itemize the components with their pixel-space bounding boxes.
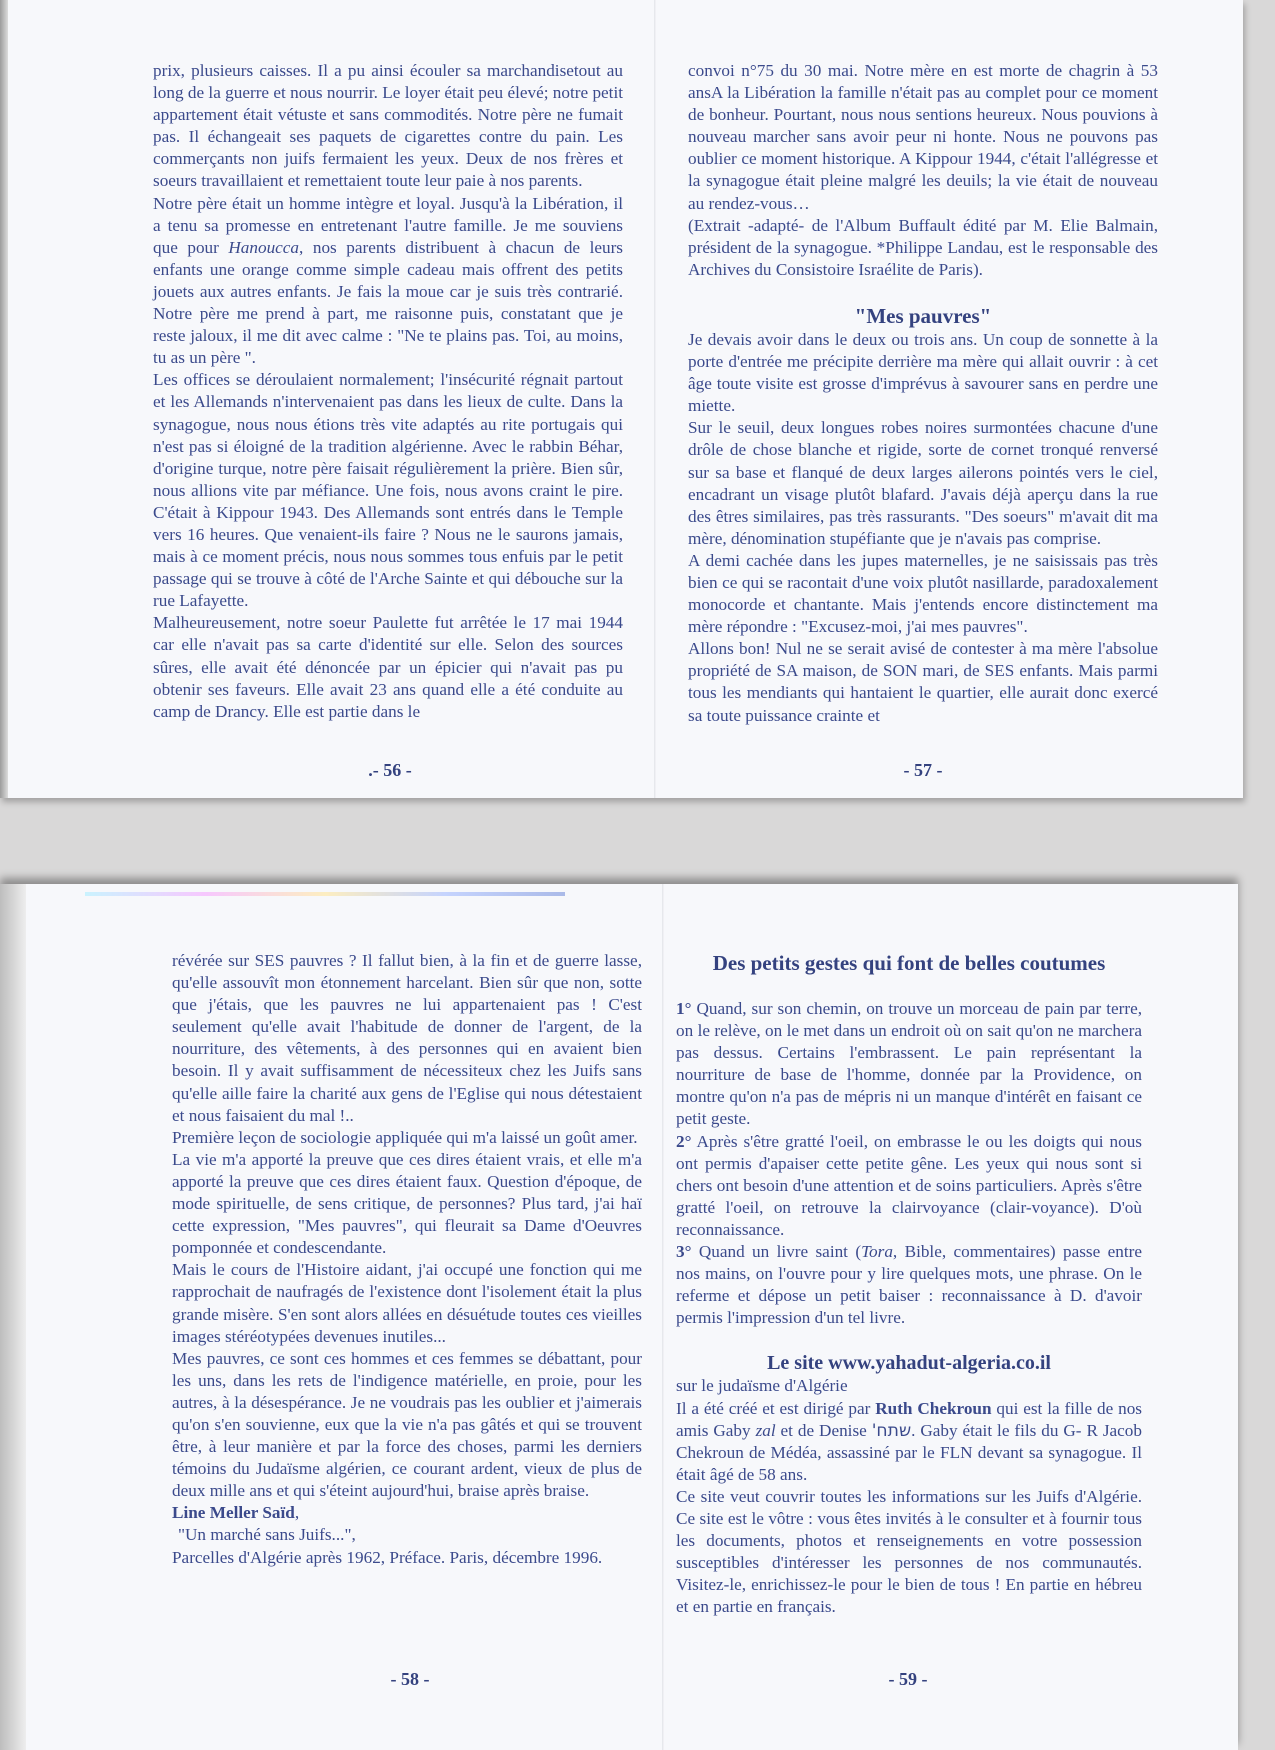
page-59-body	[676, 950, 1142, 1618]
page-number: .- 56 -	[368, 760, 412, 780]
text: , nos parents distribuent à chacun de leurs enfants une orange comme simple cadeau mais offrent des petits jouets aux autres enfants. Je fais la moue car je suis très contrarié. Notre père me prend à part, me raisonne puis, constatant que je reste jaloux, il me dit avec calme : "Ne te plains pas. Toi, au moins, tu as un père ".	[153, 237, 623, 368]
paragraph: Mais le cours de l'Histoire aidant, j'ai occupé une fonction qui me rapprochait de naufragés de l'existence dont l'isolement était la plus grande misère. S'en sont alors allées en désuétude toutes ces vieilles images stéréotypées devenues inutiles...	[172, 1260, 642, 1346]
item-text: , Bible, commentaires) passe entre nos mains, on l'ouvre pour y lire quelques mots, une phrase. On le referme et dépose un petit baiser : reconnaissance à D. d'avoir permis l'impression d'un tel livre.	[676, 1242, 1142, 1328]
item-number: 1°	[676, 999, 692, 1018]
paragraph: Première leçon de sociologie appliquée qui m'a laissé un goût amer.	[172, 1127, 638, 1147]
text: et de Denise	[775, 1420, 872, 1440]
paragraph: Sur le seuil, deux longues robes noires surmontées chacune d'une drôle de chose blanche et rigide, sorte de cornet tronqué renversé sur sa base et flanqué de deux larges ailerons pointés vers le ciel, encadrant un visage plutôt blafard. J'avais déjà aperçu dans la rue des êtres similaires, pas très rassurants. "Des soeurs" m'avait dit ma mère, dénomination stupéfiante que je n'avais pas comprise.	[688, 418, 1158, 548]
spread-pages-56-57	[0, 0, 1243, 798]
paragraph: Malheureusement, notre soeur Paulette fut arrêtée le 17 mai 1944 car elle n'avait pas sa carte d'identité sur elle. Selon des sources sûres, elle avait été dénoncée par un épicier qui n'avait pas pu obtenir ses faveurs. Elle avait 23 ans quand elle a été conduite au camp de Drancy. Elle est partie dans le	[153, 613, 623, 721]
page-edge	[0, 0, 8, 798]
text: . Gaby était le fils du G- R Jacob Chekroun de Médéa, assassiné par le FLN devant sa synagogue. Il était âgé de 58 ans.	[676, 1420, 1142, 1484]
paragraph: Les offices se déroulaient normalement; l'insécurité régnait partout et les Allemands n'intervenaient pas dans les lieux de culte. Dans la synagogue, nous nous étions très vite adaptés au rite portugais qui n'est pas si éloigné de la tradition algérienne. Avec le rabbin Béhar, d'origine turque, notre père faisait régulièrement la prière. Bien sûr, nous allions vite par méfiance. Une fois, nous avons craint le pire. C'était à Kippour 1943. Des Allemands sont entrés dans le Temple vers 16 heures. Que venaient-ils faire ? Nous ne le saurons jamais, mais à ce moment précis, nous nous sommes tous enfuis par le petit passage qui se trouve à côté de l'Arche Sainte et qui débouche sur la rue Lafayette.	[153, 370, 623, 611]
paragraph	[676, 1398, 1142, 1486]
page-56-body	[153, 60, 623, 723]
source-detail: Parcelles d'Algérie après 1962, Préface. Paris, décembre 1996.	[172, 1547, 603, 1567]
section-heading: Le site www.yahadut-algeria.co.il	[767, 1352, 1051, 1375]
italic-term: Hanoucca	[228, 237, 300, 257]
text: Notre père était un homme intègre et loyal. Jusqu'à la Libération, il a tenu sa promesse en entretenant l'autre famille. Je me souviens que pour	[153, 193, 623, 257]
section-heading: "Mes pauvres"	[854, 303, 992, 328]
section-subheading: sur le judaïsme d'Algérie	[676, 1376, 848, 1396]
list-item	[676, 1131, 1142, 1241]
gutter	[654, 0, 656, 798]
paragraph: Allons bon! Nul ne se serait avisé de contester à ma mère l'absolue propriété de SA maison, de SON mari, de SES enfants. Mais parmi tous les mendiants qui hantaient le quartier, elle aurait donc exercé sa toute puissance crainte et	[688, 639, 1158, 725]
item-text: Quand, sur son chemin, on trouve un morceau de pain par terre, on le relève, on le met dans un endroit où on sait qu'on ne marchera pas dessus. Certains l'embrassent. Le pain représentant la nourriture de base de l'homme, donnée par la Providence, on montre qu'on n'a pas de mépris ni un manque d'intérêt en faisant ce petit geste.	[676, 999, 1142, 1129]
item-text: Après s'être gratté l'oeil, on embrasse le ou les doigts qui nous ont permis d'apaiser cette petite gêne. Les yeux qui nous sont si chers ont besoin d'une attention et de soins particuliers. Après s'être gratté l'oeil, on retrouve la clairvoyance (clair-voyance). D'où reconnaissance.	[676, 1131, 1142, 1239]
italic-term: Tora	[861, 1242, 893, 1262]
gutter	[662, 884, 664, 1750]
spread-pages-58-59	[0, 884, 1238, 1750]
source-title: "Un marché sans Juifs...",	[178, 1525, 356, 1545]
page-58-body	[172, 950, 642, 1569]
page-57-body	[688, 60, 1158, 727]
page-number: - 59 -	[888, 1669, 928, 1689]
item-number: 3°	[676, 1242, 692, 1262]
paragraph: Ce site veut couvrir toutes les informations sur les Juifs d'Algérie. Ce site est le vôtre : vous êtes invités à le consulter et à fournir tous les documents, photos et renseignements en votre possession susceptibles d'intéresser les personnes de nos communautés. Visitez-le, enrichissez-le pour le bien de tous ! En partie en hébreu et en partie en français.	[676, 1486, 1142, 1617]
page-edge	[0, 884, 26, 1750]
author-name: Line Meller Saïd	[172, 1503, 295, 1523]
paragraph: Je devais avoir dans le deux ou trois ans. Un coup de sonnette à la porte d'entrée me précipite derrière ma mère qui allait ouvrir : à cet âge toute visite est grosse d'imprévus à savourer sans en perdre une miette.	[688, 329, 1158, 416]
italic-term: zal	[755, 1420, 776, 1440]
page-number: - 58 -	[390, 1669, 430, 1689]
list-item	[676, 1241, 1142, 1329]
paragraph: convoi n°75 du 30 mai. Notre mère en est morte de chagrin à 53 ansA la Libération la famille n'était pas au complet pour ce moment de bonheur. Pourtant, nous nous sentions heureux. Nous pouvions à nouveau marcher sans avoir peur ni honte. Nous ne pouvons pas oublier ce moment historique. A Kippour 1944, c'était l'allégresse et la synagogue était pleine malgré les deuils; la vie était de nouveau au rendez-vous…	[688, 61, 1158, 213]
author-signature	[172, 1502, 642, 1524]
page-number: - 57 -	[903, 760, 943, 780]
paragraph: Mes pauvres, ce sont ces hommes et ces femmes se débattant, pour les uns, dans les rets de l'indigence matérielle, en proie, pour les autres, à la désespérance. Je ne voudrais pas les oublier et j'aimerais qu'on s'en souvienne, eux que la vie n'a pas gâtés et qui se trouvent être, à leur manière et par la force des choses, parmi les derniers témoins du Judaïsme algérien, ce courant ardent, vieux de plus de deux mille ans et qui s'éteint aujourd'hui, braise après braise.	[172, 1348, 642, 1501]
paragraph: révérée sur SES pauvres ? Il fallut bien, à la fin et de guerre lasse, qu'elle assouvît mon étonnement harcelant. Bien sûr que non, sotte que j'étais, que les pauvres ne lui appartenaient pas ! C'est seulement qu'elle avait l'habitude de donner de l'argent, de la nourriture, des vêtements, à des personnes qui en avaient bien besoin. Il y avait suffisamment de nécessiteux chez les Juifs sans qu'elle aille faire la charité aux gens de l'Eglise qui nous détestaient et nous faisaient du mal !..	[172, 951, 642, 1125]
paragraph: A demi cachée dans les jupes maternelles, je ne saisissais pas très bien ce qui se racontait d'une voix plutôt nasillarde, paradoxalement monocorde et chantante. Mais j'entends encore distinctement ma mère répondre : "Excusez-moi, j'ai mes pauvres".	[688, 550, 1158, 637]
paragraph: prix, plusieurs caisses. Il a pu ainsi écouler sa marchandisetout au long de la guerre et nous nourrir. Le loyer était peu élevé; notre petit appartement était vétuste et sans commodités. Notre père ne fumait pas. Il échangeait ses paquets de cigarettes contre du pain. Les commerçants non juifs fermaient les yeux. Deux de nos frères et soeurs travaillaient et remettaient toute leur paie à nos parents.	[153, 61, 623, 191]
paragraph: (Extrait -adapté- de l'Album Buffault édité par M. Elie Balmain, président de la synagogue. *Philippe Landau, est le responsable des Archives du Consistoire Israélite de Paris).	[688, 215, 1158, 279]
paragraph: La vie m'a apporté la preuve que ces dires étaient vrais, et elle m'a apporté la preuve que ces dires étaient faux. Question d'époque, de mode spirituelle, de sens critique, de personnes? Plus tard, j'ai haï cette expression, "Mes pauvres", qui fleurait sa Dame d'Oeuvres pomponnée et condescendante.	[172, 1149, 642, 1258]
item-number: 2°	[676, 1131, 692, 1151]
text: qui est la fille de nos amis Gaby	[676, 1398, 1142, 1440]
comma: ,	[294, 1503, 300, 1523]
paragraph	[153, 193, 623, 370]
section-heading: Des petits gestes qui font de belles coutumes	[712, 951, 1106, 975]
hebrew-abbreviation: שתח'	[871, 1420, 912, 1441]
list-item	[676, 998, 1142, 1131]
scan-artifact	[85, 892, 565, 896]
person-name: Ruth Chekroun	[875, 1398, 992, 1418]
text: Il a été créé et est dirigé par	[676, 1398, 876, 1418]
item-text: Quand un livre saint (	[691, 1242, 862, 1262]
